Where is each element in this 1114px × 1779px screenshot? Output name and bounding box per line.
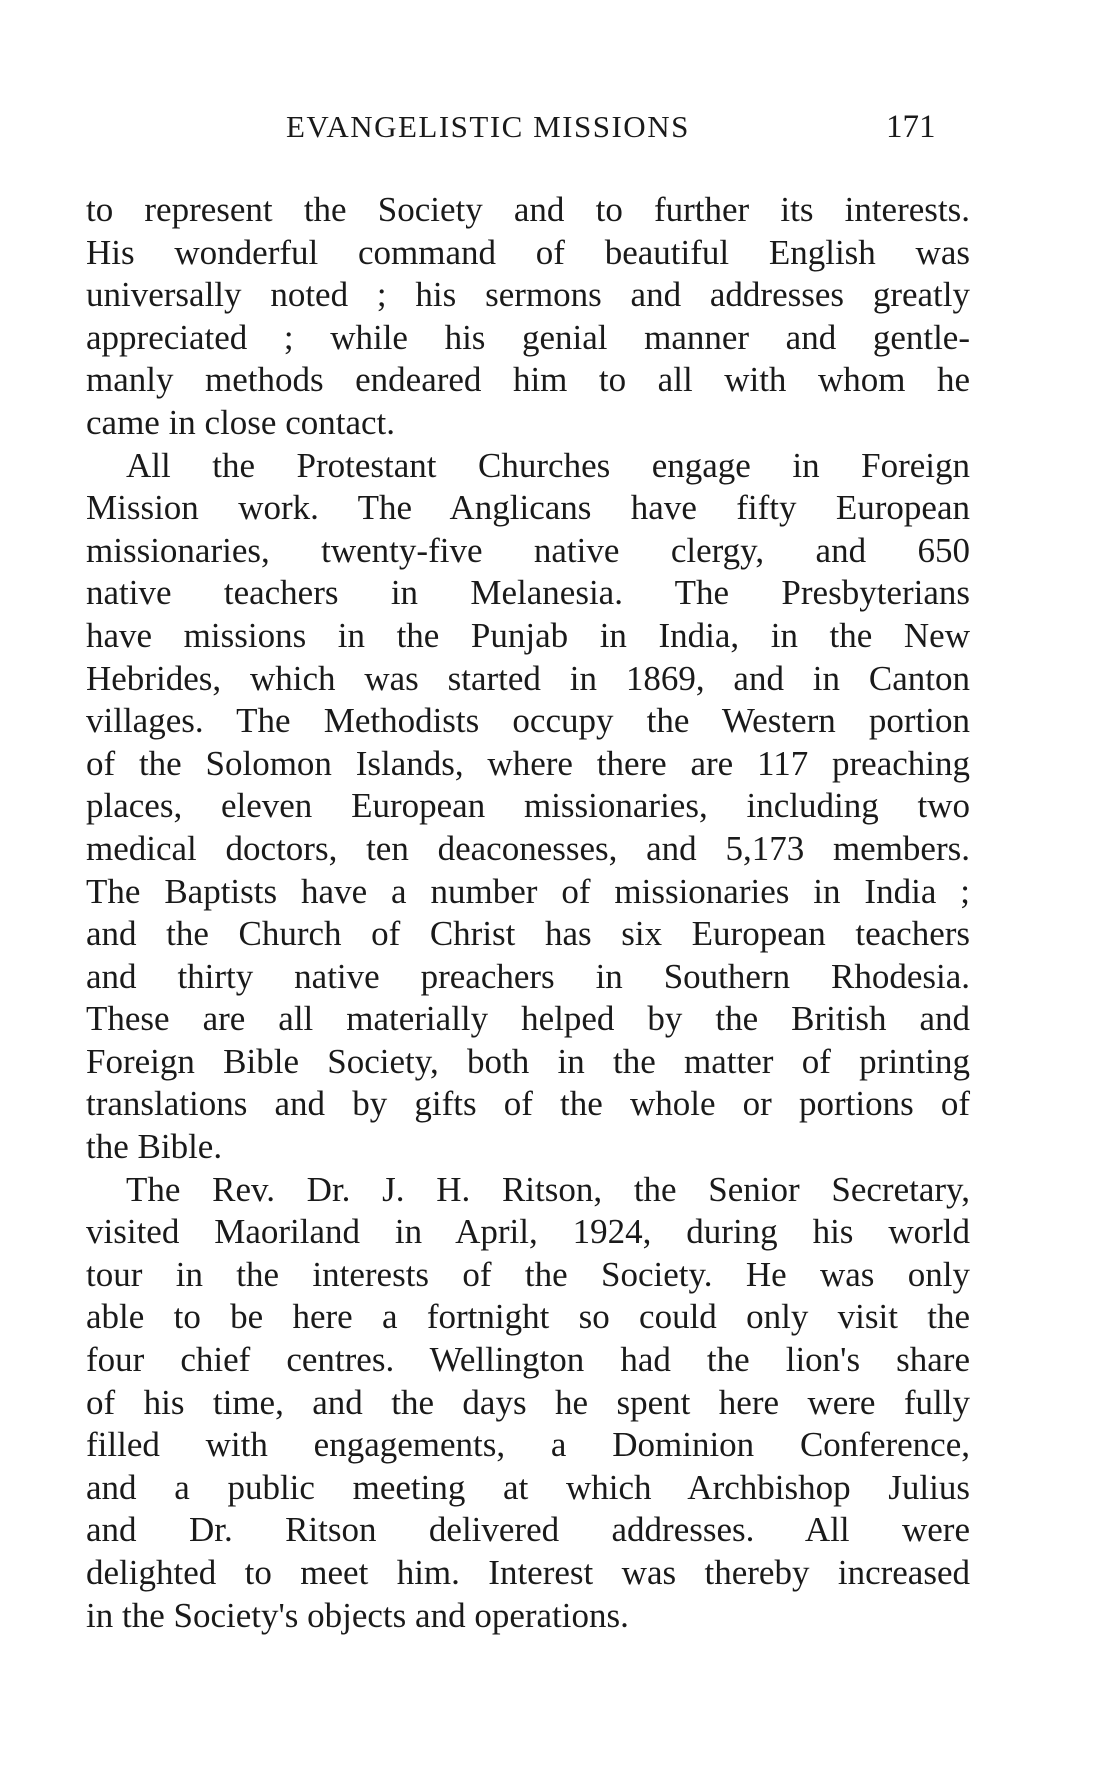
text-line: Foreign Bible Society, both in the matter of printing — [86, 1041, 970, 1081]
text-line: medical doctors, ten deaconesses, and 5,173 members. — [86, 828, 970, 868]
text-line: came in close contact. — [86, 402, 396, 442]
text-line: visited Maoriland in April, 1924, during his world — [86, 1212, 970, 1252]
running-head: EVANGELISTIC MISSIONS — [286, 109, 690, 144]
text-line: villages. The Methodists occupy the Western portion — [86, 701, 970, 741]
text-line: universally noted ; his sermons and addresses greatly — [86, 275, 970, 315]
text-line: places, eleven European missionaries, including two — [86, 786, 970, 826]
text-line: of the Solomon Islands, where there are 117 preaching — [86, 743, 970, 783]
text-line: in the Society's objects and operations. — [86, 1595, 629, 1635]
text-line: His wonderful command of beautiful English was — [86, 232, 970, 272]
text-line: four chief centres. Wellington had the lion's share — [86, 1340, 970, 1380]
text-line: native teachers in Melanesia. The Presbyterians — [86, 573, 970, 613]
text-line: to represent the Society and to further its interests. — [86, 190, 970, 229]
text-line: able to be here a fortnight so could only visit the — [86, 1297, 970, 1337]
text-line: and a public meeting at which Archbishop Julius — [86, 1467, 970, 1507]
text-line: the Bible. — [86, 1127, 223, 1167]
text-line: All the Protestant Churches engage in Foreign — [126, 445, 970, 485]
text-line: manly methods endeared him to all with whom he — [86, 360, 970, 400]
text-line: The Baptists have a number of missionaries in India ; — [86, 871, 970, 911]
text-line: and thirty native preachers in Southern Rhodesia. — [86, 956, 970, 996]
text-line: Hebrides, which was started in 1869, and in Canton — [86, 658, 970, 698]
text-line: Mission work. The Anglicans have fifty European — [86, 488, 970, 528]
text-line: appreciated ; while his genial manner and gentle- — [86, 317, 970, 357]
text-line: of his time, and the days he spent here were fully — [86, 1382, 970, 1422]
text-line: and the Church of Christ has six European teachers — [86, 914, 970, 954]
body-text — [86, 189, 970, 1637]
text-line: tour in the interests of the Society. He was only — [86, 1254, 970, 1294]
text-line: translations and by gifts of the whole or portions of — [86, 1084, 970, 1124]
page-number: 171 — [886, 109, 936, 145]
text-line: delighted to meet him. Interest was thereby increased — [86, 1553, 970, 1592]
text-line: filled with engagements, a Dominion Conference, — [86, 1425, 970, 1465]
text-line: The Rev. Dr. J. H. Ritson, the Senior Secretary, — [126, 1169, 970, 1209]
text-line: missionaries, twenty-five native clergy, and 650 — [86, 530, 970, 570]
text-line: These are all materially helped by the British and — [86, 999, 970, 1039]
text-line: have missions in the Punjab in India, in the New — [86, 615, 970, 655]
text-line: and Dr. Ritson delivered addresses. All were — [86, 1510, 970, 1550]
